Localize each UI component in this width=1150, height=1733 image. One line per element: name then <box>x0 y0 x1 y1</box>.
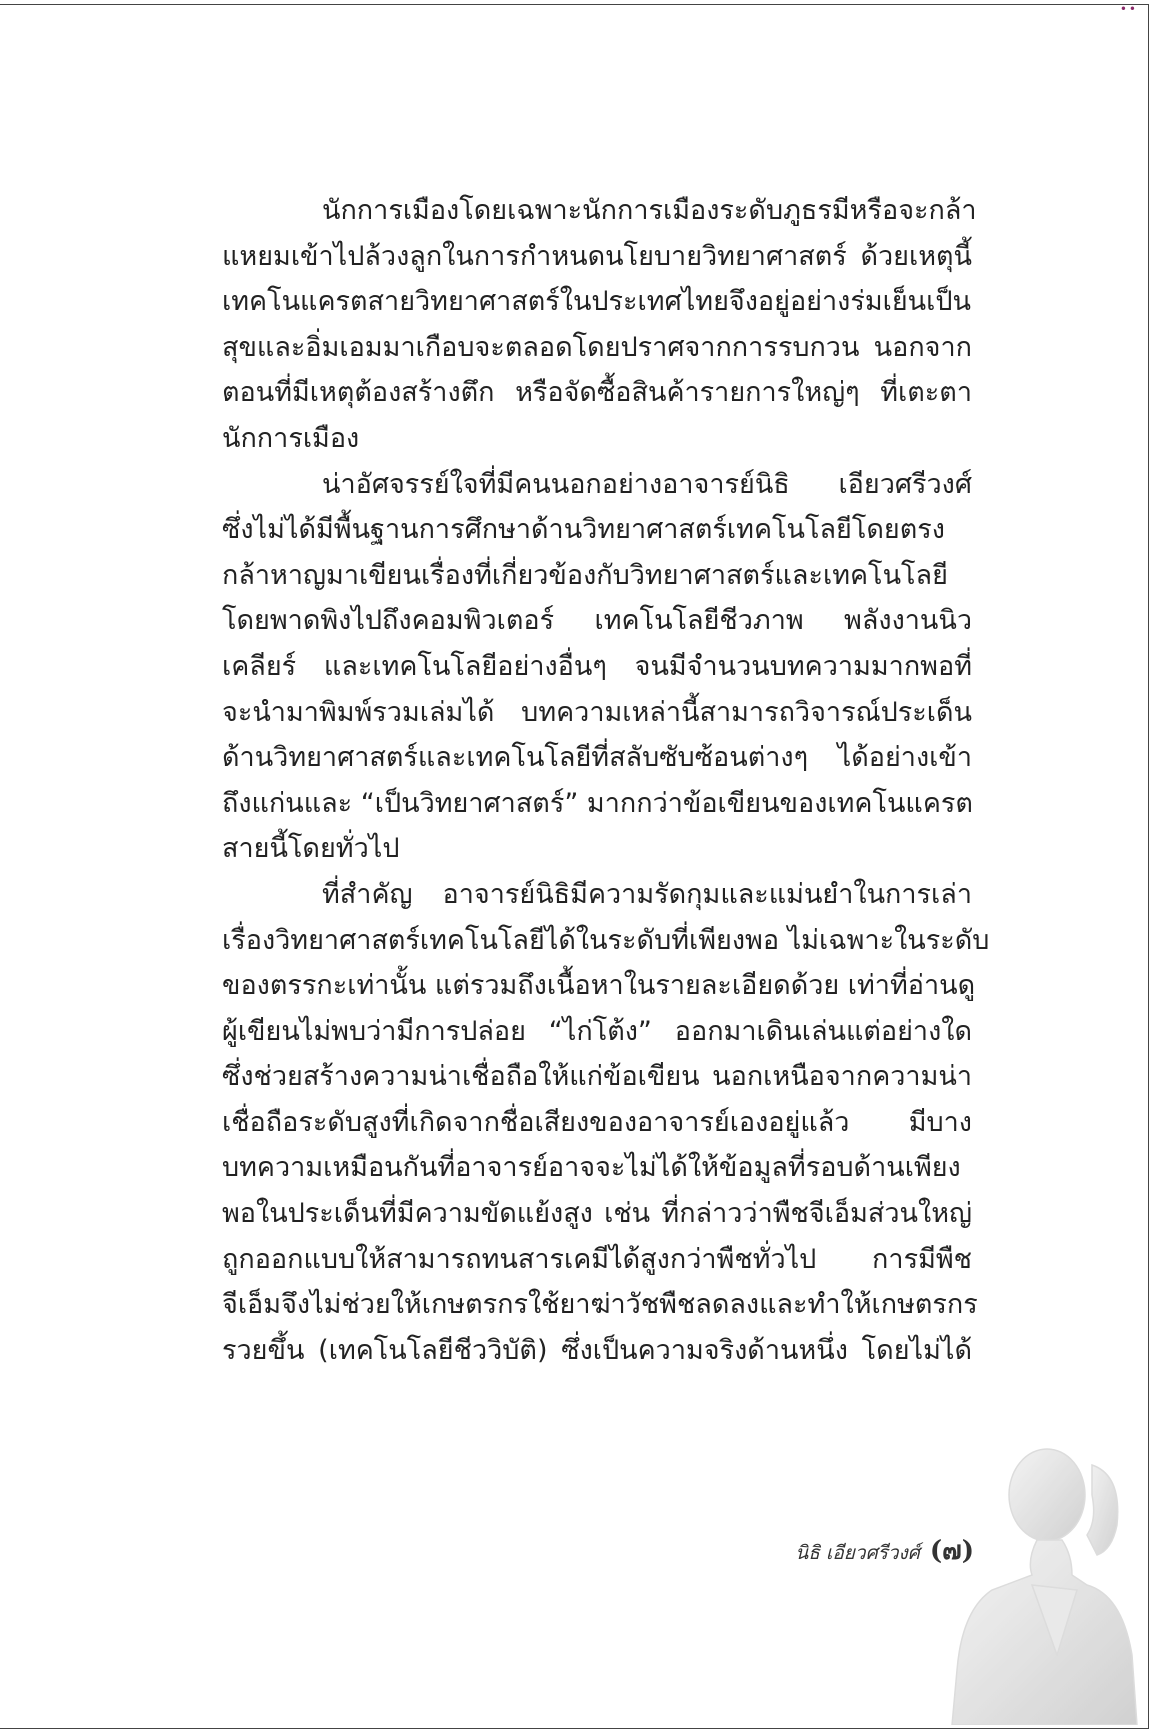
text-line: ผู้เขียนไม่พบว่ามีการปล่อย “ไก่โต้ง” ออกมาเดินเล่นแต่อย่างใด <box>222 1015 972 1047</box>
corner-mark: •• <box>1119 2 1138 16</box>
text-line: สายนี้โดยทั่วไป <box>222 833 400 865</box>
text-line: ถูกออกแบบให้สามารถทนสารเคมีได้สูงกว่าพืชทั่วไป การมีพืช <box>222 1243 972 1275</box>
text-line: ที่สำคัญ อาจารย์นิธิมีความรัดกุมและแม่นยำในการเล่า <box>322 878 972 910</box>
text-line: แหยมเข้าไปล้วงลูกในการกำหนดนโยบายวิทยาศาสตร์ ด้วยเหตุนี้ <box>222 240 972 272</box>
text-line: นักการเมือง <box>222 422 360 454</box>
text-line: ซึ่งช่วยสร้างความน่าเชื่อถือให้แก่ข้อเขียน นอกเหนือจากความน่า <box>222 1061 972 1093</box>
text-line: เรื่องวิทยาศาสตร์เทคโนโลยีได้ในระดับที่เพียงพอ ไม่เฉพาะในระดับ <box>222 924 990 956</box>
text-line: ของตรรกะเท่านั้น แต่รวมถึงเนื้อหาในรายละเอียดด้วย เท่าที่อ่านดู <box>222 970 976 1002</box>
text-line: ถึงแก่นและ “เป็นวิทยาศาสตร์” มากกว่าข้อเขียนของเทคโนแครต <box>222 787 973 819</box>
text-line: จีเอ็มจึงไม่ช่วยให้เกษตรกรใช้ยาฆ่าวัชพืชลดลงและทำให้เกษตรกร <box>222 1289 978 1321</box>
text-line: รวยขึ้น (เทคโนโลยีชีววิบัติ) ซึ่งเป็นความจริงด้านหนึ่ง โดยไม่ได้ <box>222 1334 972 1366</box>
footer-author: นิธิ เอียวศรีวงศ์ <box>795 1542 920 1564</box>
body-text <box>222 188 990 1373</box>
author-statue-illustration <box>942 1425 1142 1725</box>
text-line: เทคโนแครตสายวิทยาศาสตร์ในประเทศไทยจึงอยู่อย่างร่มเย็นเป็น <box>222 286 971 318</box>
text-line: ด้านวิทยาศาสตร์และเทคโนโลยีที่สลับซับซ้อนต่างๆ ได้อย่างเข้า <box>222 742 972 774</box>
text-line: น่าอัศจรรย์ใจที่มีคนนอกอย่างอาจารย์นิธิ เอียวศรีวงศ์ <box>322 468 972 500</box>
text-line: บทความเหมือนกันที่อาจารย์อาจจะไม่ได้ให้ข้อมูลที่รอบด้านเพียง <box>222 1152 961 1184</box>
text-line: กล้าหาญมาเขียนเรื่องที่เกี่ยวข้องกับวิทยาศาสตร์และเทคโนโลยี <box>222 559 948 591</box>
text-line: เชื่อถือระดับสูงที่เกิดจากชื่อเสียงของอาจารย์เองอยู่แล้ว มีบาง <box>222 1106 972 1138</box>
page-number: (๗) <box>929 1536 974 1566</box>
text-line: นักการเมืองโดยเฉพาะนักการเมืองระดับภูธรมีหรือจะกล้า <box>322 195 977 226</box>
text-line: เคลียร์ และเทคโนโลยีอย่างอื่นๆ จนมีจำนวนบทความมากพอที่ <box>222 650 972 682</box>
text-line: พอในประเด็นที่มีความขัดแย้งสูง เช่น ที่กล่าวว่าพืชจีเอ็มส่วนใหญ่ <box>222 1198 972 1230</box>
text-line: ตอนที่มีเหตุต้องสร้างตึก หรือจัดซื้อสินค้ารายการใหญ่ๆ ที่เตะตา <box>222 377 972 409</box>
text-line: ซึ่งไม่ได้มีพื้นฐานการศึกษาด้านวิทยาศาสตร์เทคโนโลยีโดยตรง <box>222 514 945 546</box>
text-line: โดยพาดพิงไปถึงคอมพิวเตอร์ เทคโนโลยีชีวภาพ พลังงานนิว <box>222 605 972 637</box>
text-line: สุขและอิ่มเอมมาเกือบจะตลอดโดยปราศจากการรบกวน นอกจาก <box>222 331 972 363</box>
text-line: จะนำมาพิมพ์รวมเล่มได้ บทความเหล่านี้สามารถวิจารณ์ประเด็น <box>222 696 972 728</box>
